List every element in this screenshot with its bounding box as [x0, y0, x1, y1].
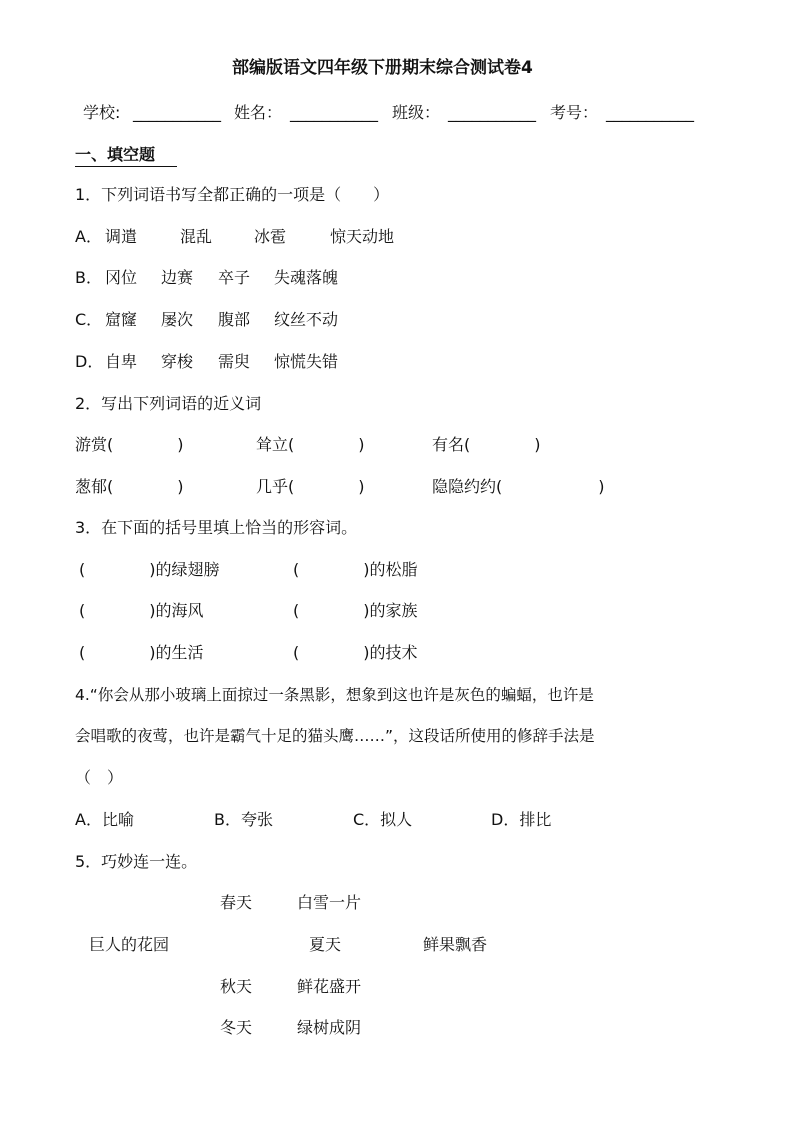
q1-option-b-word: 失魂落魄 — [274, 268, 339, 287]
question-1-stem: 1．下列词语书写全都正确的一项是（ ） — [75, 185, 390, 204]
section-heading-underline — [75, 166, 177, 167]
school-blank[interactable]: ___________ — [133, 103, 221, 122]
q1-option-d-word: 惊慌失错 — [274, 352, 339, 371]
question-4-line: 4.“你会从那小玻璃上面掠过一条黑影，想象到这也许是灰色的蝙蝠，也许是 — [75, 686, 594, 704]
q1-option-b-word: 冈位 — [105, 268, 138, 287]
q1-option-a-word: 冰雹 — [254, 227, 287, 246]
q1-option-d-word: 穿梭 — [161, 352, 194, 371]
q3-item[interactable]: ( )的家族 — [293, 601, 418, 620]
name-label: 姓名： — [234, 103, 283, 122]
q1-option-b-word: 卒子 — [218, 268, 251, 287]
number-label: 考号： — [550, 103, 599, 122]
q1-option-a-word: 调遣 — [105, 227, 138, 246]
q1-option-d-word: 需臾 — [218, 352, 251, 371]
q5-left-item[interactable]: 巨人的花园 — [89, 935, 170, 954]
q5-season[interactable]: 春天 — [220, 893, 253, 912]
q5-season[interactable]: 秋天 — [220, 977, 253, 996]
section-heading: 一、填空题 — [75, 145, 156, 164]
q1-option-a-letter: A． — [75, 227, 102, 246]
q1-option-c-word: 屡次 — [161, 310, 194, 329]
question-5-stem: 5．巧妙连一连。 — [75, 852, 198, 871]
q5-scene[interactable]: 绿树成阴 — [297, 1018, 362, 1037]
q4-option: A．比喻 — [75, 810, 134, 829]
q2-item[interactable]: 葱郁( ) — [75, 477, 184, 496]
q3-item[interactable]: ( )的生活 — [79, 643, 204, 662]
class-blank[interactable]: ___________ — [448, 103, 536, 122]
q2-item[interactable]: 耸立( ) — [256, 435, 365, 454]
q2-item[interactable]: 游赏( ) — [75, 435, 184, 454]
q1-option-c-word: 窟窿 — [105, 310, 138, 329]
q5-scene[interactable]: 鲜果飘香 — [423, 935, 488, 954]
q3-item[interactable]: ( )的海风 — [79, 601, 204, 620]
question-4-answer-paren[interactable]: （ ） — [75, 768, 124, 787]
question-3-stem: 3．在下面的括号里填上恰当的形容词。 — [75, 518, 358, 537]
school-label: 学校: — [83, 103, 121, 122]
number-blank[interactable]: ___________ — [606, 103, 694, 122]
q4-option: B．夸张 — [214, 810, 273, 829]
q4-option: D．排比 — [491, 810, 552, 829]
q1-option-a-word: 混乱 — [180, 227, 213, 246]
q2-item[interactable]: 几乎( ) — [256, 477, 365, 496]
class-label: 班级： — [392, 103, 441, 122]
q1-option-d-letter: D． — [75, 352, 104, 371]
q1-option-c-letter: C． — [75, 310, 103, 329]
question-4-line: 会唱歌的夜莺，也许是霸气十足的猫头鹰……”，这段话所使用的修辞手法是 — [75, 727, 595, 745]
q1-option-c-word: 腹部 — [218, 310, 251, 329]
q5-scene[interactable]: 鲜花盛开 — [297, 977, 362, 996]
q3-item[interactable]: ( )的松脂 — [293, 560, 418, 579]
q1-option-c-word: 纹丝不动 — [274, 310, 339, 329]
q3-item[interactable]: ( )的绿翅膀 — [79, 560, 220, 579]
q4-option: C．拟人 — [353, 810, 413, 829]
q1-option-d-word: 自卑 — [105, 352, 138, 371]
q1-option-b-word: 边赛 — [161, 268, 194, 287]
page-title: 部编版语文四年级下册期末综合测试卷4 — [232, 58, 533, 78]
q5-season[interactable]: 冬天 — [220, 1018, 253, 1037]
q3-item[interactable]: ( )的技术 — [293, 643, 418, 662]
name-blank[interactable]: ___________ — [290, 103, 378, 122]
q1-option-b-letter: B． — [75, 268, 102, 287]
q5-scene[interactable]: 白雪一片 — [297, 893, 362, 912]
question-2-stem: 2．写出下列词语的近义词 — [75, 394, 262, 413]
q2-item[interactable]: 隐隐约约( ) — [432, 477, 605, 496]
q5-season[interactable]: 夏天 — [309, 935, 342, 954]
q2-item[interactable]: 有名( ) — [432, 435, 541, 454]
q1-option-a-word: 惊天动地 — [330, 227, 395, 246]
